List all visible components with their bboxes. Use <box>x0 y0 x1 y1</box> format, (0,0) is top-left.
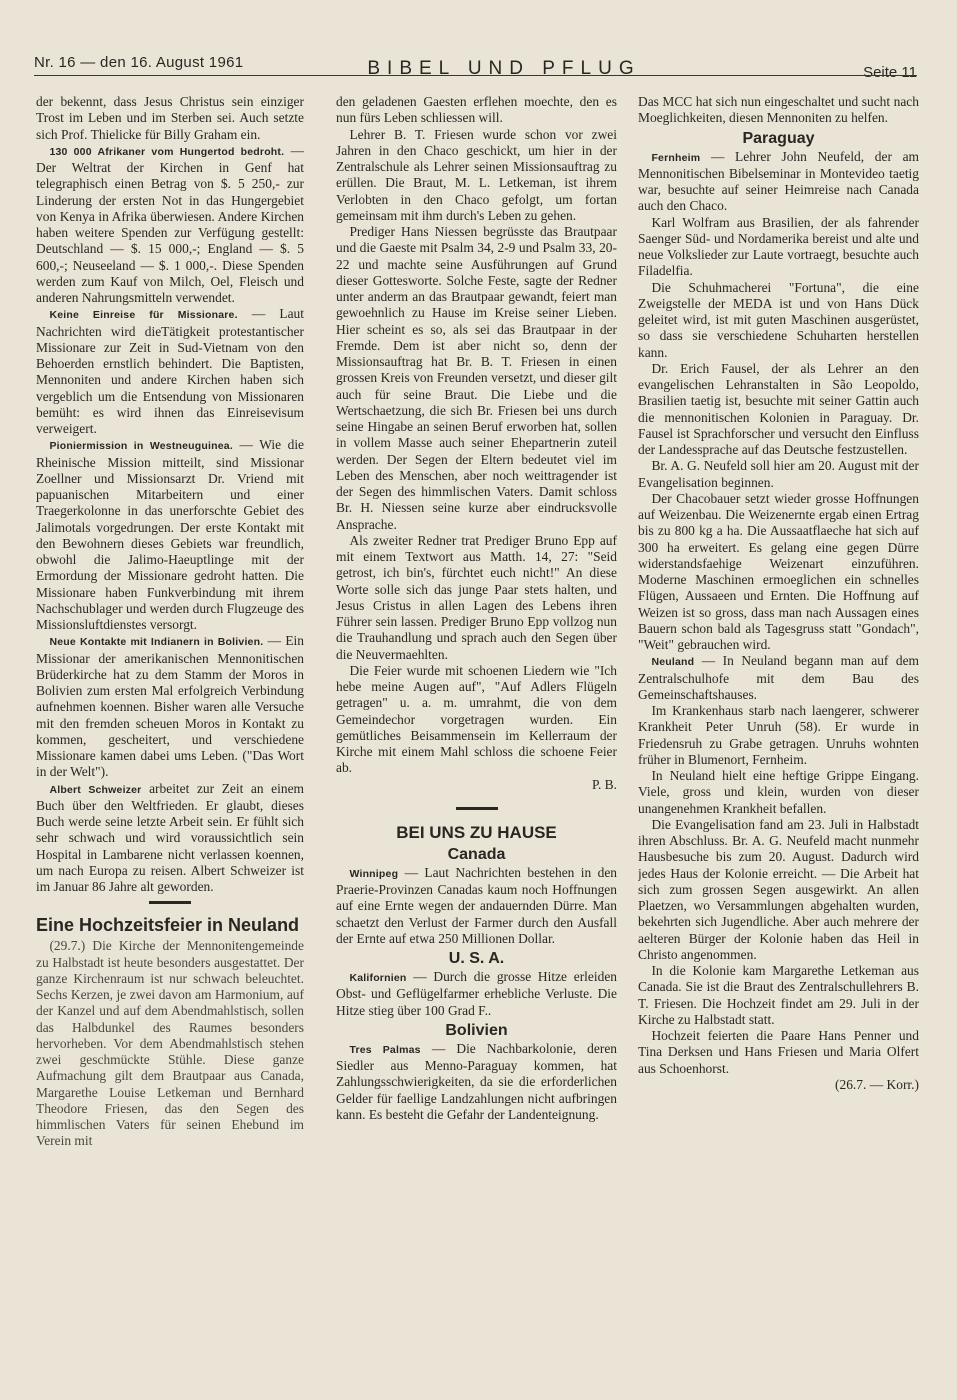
page-number: Seite 11 <box>863 64 917 81</box>
paragraph: Als zweiter Redner trat Prediger Bruno Epp auf mit einem Textwort aus Matth. 14, 27: "Seid getrost, ich bin's, fürchtet euch nicht!" An diese Worte solle sich das junge Paar stets halten, und Jesus Cristus in allen Lagen des Lebens ihren Führer sein lassen. Prediger Bruno Epp vollzog nun die Trauhandlung und sprach auch den Segen über die Neuvermaehlten. <box>336 532 617 662</box>
article-schweizer <box>36 781 304 896</box>
article-fernheim <box>638 149 919 215</box>
paragraph-intro: der bekennt, dass Jesus Christus sein einziger Trost im Leben und im Sterben sei. Auch setzte sich Prof. Thielicke für Billy Graham ein. <box>36 94 304 142</box>
header-rule <box>34 75 917 76</box>
article-text: — Ein Missionar der amerikanischen Mennonitischen Brüderkirche hat zu dem Stamm der Moros in Bolivien zum ersten Mal erfolgreich Verbindung aufnehmen koennen. Bisher waren alle Versuche mit den fremden scheuen Moros in Kontakt zu kommen, gescheitert, und verschiedene Missionare kamen dabei ums Leben. ("Das Wort in der Welt"). <box>36 633 304 780</box>
article-hochzeit-text: (29.7.) Die Kirche der Mennonitengemeinde zu Halbstadt ist heute besonders ausgestattet. Der ganze Kirchenraum ist nur schwach beleuchtet. Sechs Kerzen, je zwei davon am Harmonium, auf der Kanzel und auf dem Abendmahlstisch, sollen das Halbdunkel des Raumes besonders hervorheben. Vor dem Abendmahlstisch stehen zwei geschmückte Stühle. Diese ganze Aufmachung gilt dem Brautpaar aus Canada, Margarethe Louise Letkeman und Bernhard Theodore Friesen, das den Segen des himmlischen Vaters für seinen Ehebund im Verein mit <box>36 938 304 1149</box>
author-signature: P. B. <box>591 776 617 792</box>
column-3 <box>638 94 919 1386</box>
article-neuland <box>638 653 919 703</box>
article-kalifornien <box>336 969 617 1019</box>
region-heading-paraguay: Paraguay <box>742 129 815 147</box>
issue-info: Nr. 16 — den 16. August 1961 <box>34 54 244 71</box>
paragraph: Br. A. G. Neufeld soll hier am 20. August mit der Evangelisation beginnen. <box>638 458 919 490</box>
masthead: BIBEL UND PFLUG <box>367 58 641 79</box>
article-text: — Laut Nachrichten bestehen in den Praerie-Provinzen Canadas kaum noch Hoffnungen auf eine Ernte wegen der andauernden Dürre. Man schaetzt den Verlust der Farmer durch den Ausfall der Ernte auf etwa 250 Millionen Dollar. <box>336 864 617 946</box>
region-heading-canada: Canada <box>447 845 506 863</box>
article-text: — In Neuland begann man auf dem Zentralschulhofe mit dem Bau des Gemeinschaftshauses. <box>638 653 919 702</box>
article-text: — Der Weltrat der Kirchen in Genf hat telegraphisch einen Betrag von $. 5 250,- zur Linderung der ersten Not in das Hungergebiet von Kenya in Afrika überwiesen. Andere Kirchen haben weitere Spenden zur Verfügung gestellt: Deutschland — $. 15 000,-; England — $. 5 600,-; Neuseeland — $. 1 000,-. Diese Spenden werden zum Kauf von Milch, Oel, Fleisch und anderen Nahrungsmitteln verwendet. <box>36 142 304 305</box>
paragraph: In die Kolonie kam Margarethe Letkeman aus Canada. Sie ist die Braut des Zentralschullehrers B. T. Friesen. Die Hochzeit findet am 29. Juli in der Kirche zu Halbstadt statt. <box>638 963 919 1027</box>
column-1 <box>36 94 304 1386</box>
paragraph: Das MCC hat sich nun eingeschaltet und sucht nach Moeglichkeiten, diesen Mennoniten zu helfen. <box>638 94 919 126</box>
paragraph: Lehrer B. T. Friesen wurde schon vor zwei Jahren in den Chaco geschickt, um hier in der Zentralschule als Lehrer seinen Missionsauftrag zu erüllen. Die Braut, M. L. Letkeman, ist ihrem Verlobten in den Chaco gefolgt, um fortan gemeinsam mit ihm durch's Leben zu gehen. <box>336 126 617 223</box>
article-text: — Lehrer John Neufeld, der am Mennonitischen Bibelseminar in Montevideo taetig war, besuchte auf seiner Heimreise nach Canada auch den Chaco. <box>638 148 919 214</box>
run-in-heading: Pioniermission in Westneuguinea. <box>49 440 233 453</box>
run-in-heading: Neuland <box>651 656 695 669</box>
article-tres-palmas <box>336 1041 617 1123</box>
run-in-heading: 130 000 Afrikaner vom Hungertod bedroht. <box>49 145 285 158</box>
run-in-heading: Keine Einreise für Missionare. <box>49 309 238 322</box>
paragraph: Die Feier wurde mit schoenen Liedern wie "Ich hebe meine Augen auf", "Auf Adlers Flügeln getragen" u. a. m. umrahmt, die von dem Gemeindechor vorgetragen wurden. Ein gemütliches Beisammensein im Kellerraum der Kirche mit einem Mahl schloss die schoene Feier ab. <box>336 662 617 776</box>
article-title-hochzeit: Eine Hochzeitsfeier in Neuland <box>36 915 300 936</box>
run-in-heading: Kalifornien <box>349 972 407 984</box>
paragraph: Die Schuhmacherei "Fortuna", die eine Zweigstelle der MEDA ist und von Hans Dück geleitet wird, ist mit guten Maschinen ausgerüstet, so dass sie verschiedene Schuharten herstellen kann. <box>638 279 919 360</box>
article-text: arbeitet zur Zeit an einem Buch über den Weltfrieden. Er glaubt, dieses Buch werde seine letzte Arbeit sein. Er fühlt sich sehr schwach und wird voraussichtlich sein Hospital in Lambarene nicht verlassen koennen, um nach Europa zu reisen. Albert Schweizer ist im Januar 86 Jahre alt geworden. <box>36 780 304 894</box>
run-in-heading: Winnipeg <box>349 867 399 880</box>
article-text: — Die Nachbarkolonie, deren Siedler aus Menno-Paraguay kommen, hat Zahlungsschwierigkeiten, da sie die erforderlichen Gelder für faellige Landzahlungen nicht aufbringen kann. Es besteht die Gefahr der Landenteignung. <box>336 1040 617 1122</box>
region-heading-usa: U. S. A. <box>448 950 505 967</box>
article-winnipeg <box>336 865 617 947</box>
article-text: — Laut Nachrichten wird dieTätigkeit protestantischer Missionare zur Zeit in Sud-Vietnam von den Behoerden ernstlich behindert. Die Baptisten, Mennoniten und andere Kirchen haben sich vergeblich um die Entsendung von Missionaren bemüht: es wird ihnen das Einreisevisum verweigert. <box>36 306 304 436</box>
article-hunger <box>36 143 304 307</box>
paragraph: Im Krankenhaus starb nach laengerer, schwerer Krankheit Peter Unruh (58). Er wurde in Friedensruh zu Grabe getragen. Unruhs wohnten früher in Blumenort, Fernheim. <box>638 703 919 767</box>
paragraph: Dr. Erich Fausel, der als Lehrer an den evangelischen Lehranstalten in São Leopoldo, Brasilien taetig ist, besuchte mit seiner Gattin auch die mennonitischen Kolonien in Paraguay. Dr. Fausel ist Sprachforscher und versucht den Einfluss der Landessprache auf das Deutsche festzustellen. <box>638 360 919 457</box>
separator-rule <box>149 901 191 904</box>
article-pioniermission <box>36 437 304 633</box>
section-heading: BEI UNS ZU HAUSE <box>396 822 557 842</box>
article-einreise <box>36 306 304 437</box>
paragraph: In Neuland hielt eine heftige Grippe Eingang. Viele, gross und klein, wurden von dieser unangenehmen Krankheit befallen. <box>638 768 919 816</box>
run-in-heading: Neue Kontakte mit Indianern in Bolivien. <box>49 636 264 649</box>
page-header <box>34 52 917 92</box>
region-heading-bolivien: Bolivien <box>445 1021 508 1039</box>
article-text: — Wie die Rheinische Mission mitteilt, sind Missionar Zoellner und Missionsarzt Dr. Vriend mit papuanischen Mitarbeitern und einer Traegerkolonne in das unerforschte Gebiet des Jalimotals vorgedrungen. Der erste Kontakt mit den Bewohnern dieses Gebiets war freundlich, obwohl die Jalimo-Haeuptlinge mit der Ermordung der Missionare gedroht hatten. Die Missionare haben Funkverbindung mit ihrem Nachschublager und werden durch Flugzeuge des Missionsluftdienstes versorgt. <box>36 437 304 632</box>
separator-rule <box>456 807 498 810</box>
article-kontakte <box>36 633 304 780</box>
paragraph: Hochzeit feierten die Paare Hans Penner und Tina Derksen und Hans Friesen und Maria Olfert aus Schoenhorst. <box>638 1028 919 1076</box>
paragraph: den geladenen Gaesten erflehen moechte, den es nun fürs Leben schliessen will. <box>336 94 617 126</box>
run-in-heading: Albert Schweizer <box>49 783 142 796</box>
author-signature: (26.7. — Korr.) <box>835 1076 919 1092</box>
paragraph: Karl Wolfram aus Brasilien, der als fahrender Saenger Süd- und Nordamerika bereist und alte und neue Volkslieder zur Laute vortraegt, besuchte auch Filadelfia. <box>638 214 919 279</box>
article-text: — Durch die grosse Hitze erleiden Obst- und Geflügelfarmer erhebliche Verluste. Die Hitze stieg über 100 Grad F.. <box>336 969 617 1018</box>
paragraph: Prediger Hans Niessen begrüsste das Brautpaar und die Gaeste mit Psalm 34, 2-9 und Psalm 33, 20-22 und machte seine Ausführungen auf Grund dieser Gottesworte. Solche Feste, sagte der Redner unter anderm an das Brautpaar gewandt, feiert man gewoehnlich zu Hause im Kreise seiner Lieben. Hier scheint es so, als sei das Brautpaar in der Fremde. Dem ist aber nicht so, denn der Missionsauftrag hat Br. B. T. Friesen in einen grossen Kreis von Freunden versetzt, und dieser gilt auch für seine Braut. Die Liebe und die Wertschaetzung, die sich Br. Friesen bei uns durch seine Hingabe an seinen Beruf erworben hat, sollen in vollem Masse auch seiner Ehepartnerin zuteil werden. Der Segen der Eltern bedeutet viel im Leben des Menschen, aber noch weittragender ist der Segen des himmlischen Vaters. Damit schloss Br. H. Niessen seine kurze aber eindrucksvolle Ansprache. <box>336 224 617 532</box>
run-in-heading: Tres Palmas <box>349 1043 421 1056</box>
paragraph: Der Chacobauer setzt wieder grosse Hoffnungen auf Weizenbau. Die Weizenernte ergab einen Ertrag bis zu 800 kg a ha. Die Aussaatflaeche hat sich auf 300 ha erweitert. Es gelang eine gegen Dürre widerstandsfaehige Weizenart einzuführen. Moderne Maschinen ermoeglichen ein schnelles Flügen, Aussaeen und Ernten. Die Hoffnung auf Weizen ist so gross, dass man nach Aussagen eines Bauern schon bald als Tagesgruss statt "Gondach", "Weit" gebrauchen wird. <box>638 490 919 652</box>
column-2 <box>336 94 617 1386</box>
paragraph: Die Evangelisation fand am 23. Juli in Halbstadt ihren Abschluss. Br. A. G. Neufeld macht nunmehr Hausbesuche bis zum 20. August. Dadurch wird jedes Haus der Kolonie erreicht. — Die Arbeit hat sich zum grossen Segen ausgewirkt. An allen Plaetzen, wo Versammlungen abgehalten wurden, bekehrten sich Jugendliche. Aber auch mehrere der aelteren Bürger der Kolonie haben das Heil in Christo angenommen. <box>638 816 919 962</box>
run-in-heading: Fernheim <box>651 151 701 164</box>
